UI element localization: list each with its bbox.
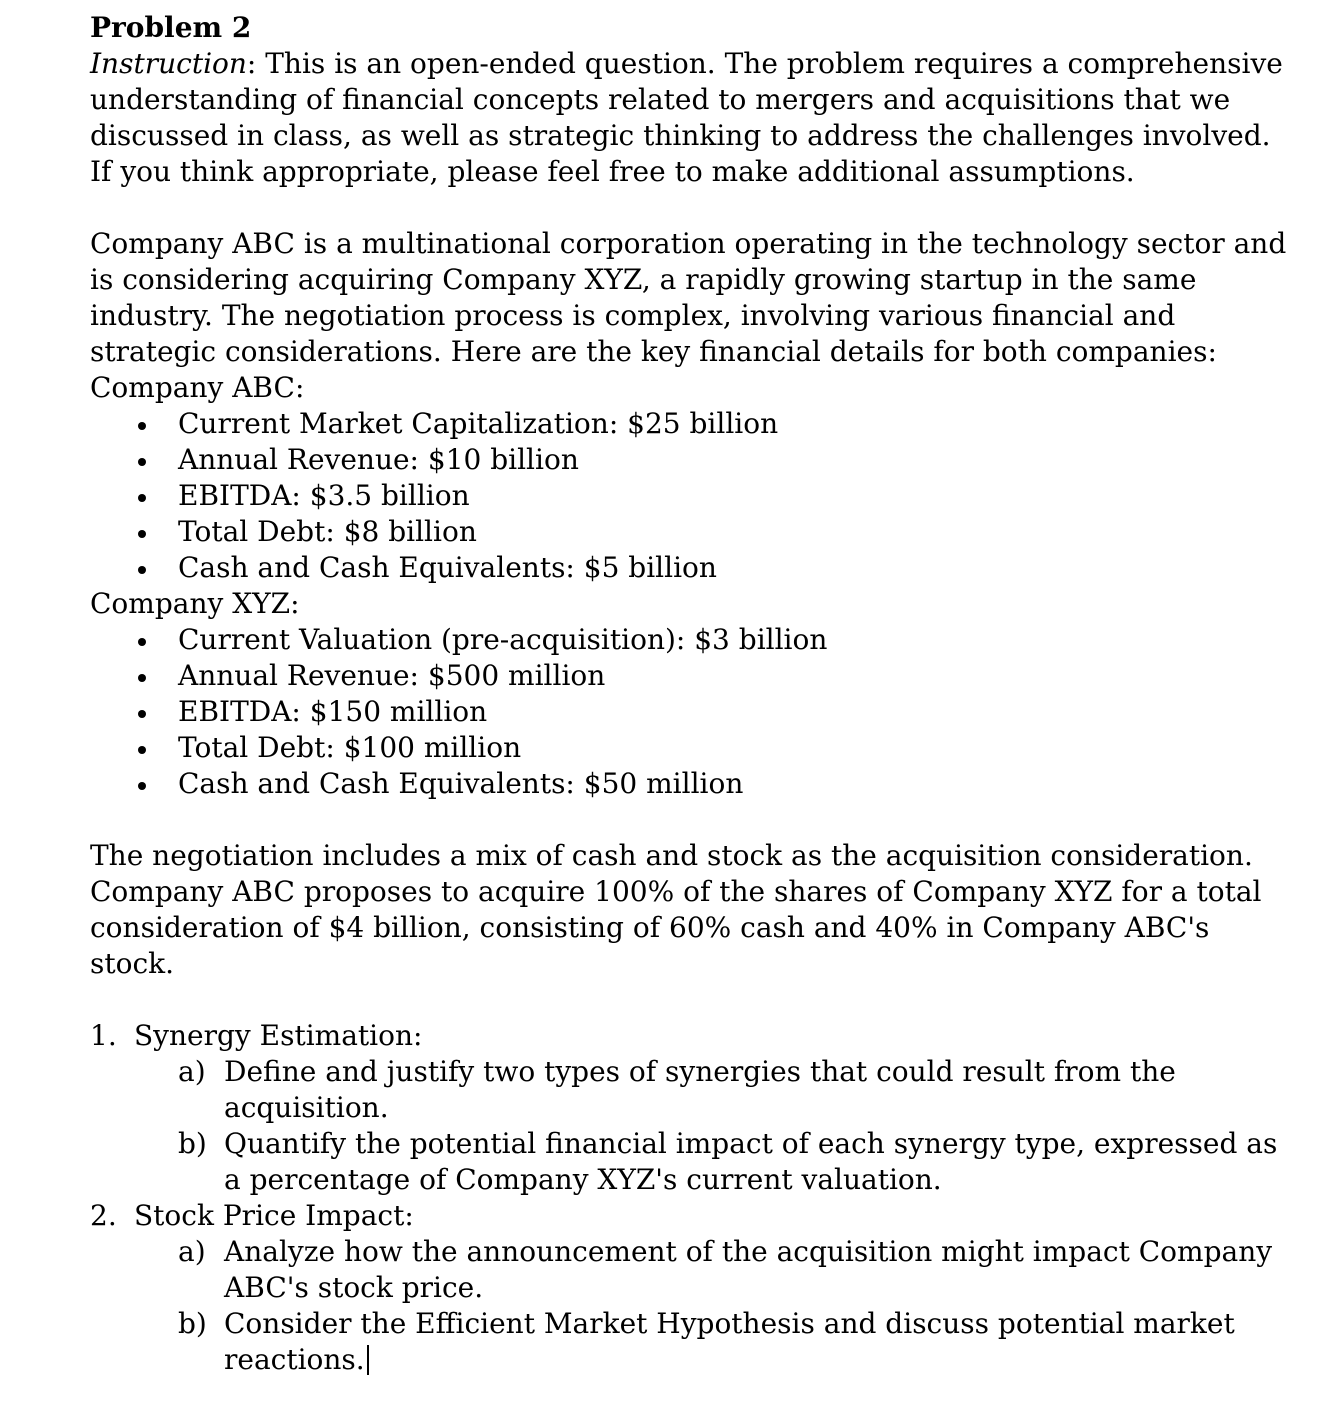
- bullet-icon: [138, 530, 146, 538]
- subquestion-list: [90, 1234, 1290, 1378]
- question-number: 1.: [90, 1019, 117, 1052]
- question-title: Stock Price Impact:: [134, 1199, 414, 1232]
- bullet-icon: [138, 746, 146, 754]
- bullet-icon: [138, 710, 146, 718]
- bullet-icon: [138, 494, 146, 502]
- subquestion-text: Consider the Efficient Market Hypothesis and discuss potential market reactions.: [224, 1307, 1235, 1376]
- subquestion-letter: b): [178, 1127, 207, 1160]
- document-page[interactable]: [90, 10, 1290, 1378]
- company-abc-list: [90, 406, 1290, 586]
- subquestion-item: [90, 1054, 1290, 1126]
- intro-paragraph: Company ABC is a multinational corporation operating in the technology sector and is considering acquiring Company XYZ, a rapidly growing startup in the same industry. The negotiation process is complex, involving various financial and strategic considerations. Here are the key financial details for both companies:: [90, 227, 1287, 368]
- bullet-icon: [138, 782, 146, 790]
- spacer: [90, 802, 1290, 838]
- bullet-icon: [138, 422, 146, 430]
- subquestion-item: [90, 1126, 1290, 1198]
- list-item: Total Debt: $8 billion: [90, 514, 1290, 550]
- question-heading: [90, 1018, 1290, 1054]
- questions-list: [90, 1018, 1290, 1378]
- bullet-icon: [138, 638, 146, 646]
- bullet-icon: [138, 458, 146, 466]
- question-item: [90, 1198, 1290, 1378]
- spacer: [90, 190, 1290, 226]
- instruction-label: Instruction: [90, 47, 247, 80]
- company-xyz-label: Company XYZ:: [90, 587, 300, 620]
- list-item: Current Market Capitalization: $25 billion: [90, 406, 1290, 442]
- list-item: EBITDA: $3.5 billion: [90, 478, 1290, 514]
- spacer: [90, 982, 1290, 1018]
- list-item: Annual Revenue: $10 billion: [90, 442, 1290, 478]
- subquestion-text: Define and justify two types of synergies that could result from the acquisition.: [224, 1055, 1176, 1124]
- question-number: 2.: [90, 1199, 117, 1232]
- subquestion-item: [90, 1306, 1290, 1378]
- subquestion-list: [90, 1054, 1290, 1198]
- text-cursor: [367, 1345, 369, 1375]
- bullet-icon: [138, 566, 146, 574]
- list-item: Cash and Cash Equivalents: $5 billion: [90, 550, 1290, 586]
- list-item: Current Valuation (pre-acquisition): $3 billion: [90, 622, 1290, 658]
- list-item: Annual Revenue: $500 million: [90, 658, 1290, 694]
- question-item: [90, 1018, 1290, 1198]
- question-heading: [90, 1198, 1290, 1234]
- subquestion-letter: a): [178, 1055, 206, 1088]
- instruction-text: : This is an open-ended question. The problem requires a comprehensive understanding of financial concepts related to mergers and acquisitions that we discussed in class, as well as strategic thinking to address the challenges involved. If you think appropriate, please feel free to make additional assumptions.: [90, 47, 1283, 188]
- bullet-icon: [138, 674, 146, 682]
- list-item: Cash and Cash Equivalents: $50 million: [90, 766, 1290, 802]
- subquestion-letter: b): [178, 1307, 207, 1340]
- list-item: Total Debt: $100 million: [90, 730, 1290, 766]
- company-abc-label: Company ABC:: [90, 371, 305, 404]
- subquestion-item: [90, 1234, 1290, 1306]
- question-title: Synergy Estimation:: [134, 1019, 423, 1052]
- list-item: EBITDA: $150 million: [90, 694, 1290, 730]
- company-xyz-list: [90, 622, 1290, 802]
- negotiation-paragraph: The negotiation includes a mix of cash and stock as the acquisition consideration. Company ABC proposes to acquire 100% of the shares of Company XYZ for a total consideration of $4 billion, consisting of 60% cash and 40% in Company ABC's stock.: [90, 839, 1262, 980]
- subquestion-text: Analyze how the announcement of the acquisition might impact Company ABC's stock price.: [224, 1235, 1273, 1304]
- problem-title: Problem 2: [90, 11, 252, 44]
- subquestion-text: Quantify the potential financial impact of each synergy type, expressed as a percentage of Company XYZ's current valuation.: [224, 1127, 1278, 1196]
- instruction-paragraph: [90, 46, 1290, 190]
- subquestion-letter: a): [178, 1235, 206, 1268]
